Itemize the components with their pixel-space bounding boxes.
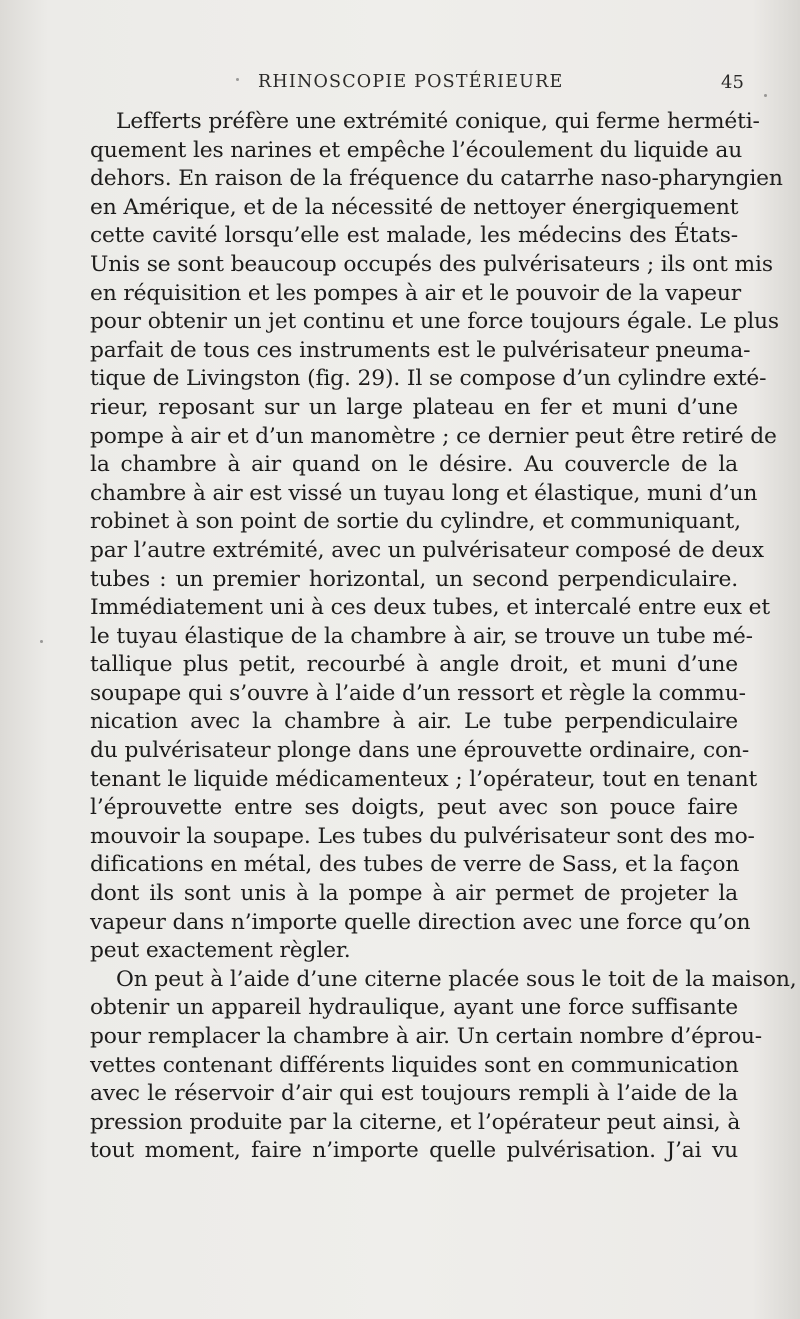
text-line: difications en métal, des tubes de verre de Sass, et la façon (90, 852, 740, 878)
text-line: mouvoir la soupape. Les tubes du pulvérisateur sont des mo- (90, 823, 755, 849)
body-text (90, 108, 797, 1166)
text-line: nication avec la chambre à air. Le tube perpendiculaire (90, 709, 738, 735)
text-line: dont ils sont unis à la pompe à air permet de projeter la (90, 881, 738, 907)
text-line: pression produite par la citerne, et l’opérateur peut ainsi, à (90, 1109, 741, 1135)
running-title: RHINOSCOPIE POSTÉRIEURE (258, 72, 564, 92)
text-line: pour remplacer la chambre à air. Un certain nombre d’éprou- (90, 1024, 763, 1049)
text-line: pour obtenir un jet continu et une force toujours égale. Le plus (90, 309, 779, 335)
paper-speck (40, 640, 43, 643)
text-line: en réquisition et les pompes à air et le pouvoir de la vapeur (90, 280, 742, 306)
text-line: du pulvérisateur plonge dans une éprouvette ordinaire, con- (90, 738, 750, 764)
text-line: la chambre à air quand on le désire. Au couvercle de la (90, 452, 738, 478)
text-line: peut exactement règler. (90, 938, 351, 964)
text-line: tenant le liquide médicamenteux ; l’opérateur, tout en tenant (90, 766, 758, 792)
text-line: cette cavité lorsqu’elle est malade, les médecins des États- (90, 223, 738, 249)
text-line: vettes contenant différents liquides sont en communication (90, 1052, 739, 1078)
text-line: en Amérique, et de la nécessité de nettoyer énergiquement (90, 194, 739, 220)
text-line: chambre à air est vissé un tuyau long et élastique, muni d’un (90, 480, 758, 506)
text-line: par l’autre extrémité, avec un pulvérisateur composé de deux (90, 537, 764, 563)
text-line: robinet à son point de sortie du cylindre, et communiquant, (90, 509, 741, 535)
text-line: tique de Livingston (fig. 29). Il se compose d’un cylindre exté- (90, 366, 767, 392)
text-line: le tuyau élastique de la chambre à air, se trouve un tube mé- (90, 623, 753, 649)
text-line: rieur, reposant sur un large plateau en fer et muni d’une (90, 394, 738, 420)
text-line: pompe à air et d’un manomètre ; ce dernier peut être retiré de (90, 423, 777, 449)
text-line: dehors. En raison de la fréquence du catarrhe naso-pharyngien (90, 166, 783, 192)
text-line: Lefferts préfère une extrémité conique, qui ferme herméti- (116, 109, 760, 134)
text-line: vapeur dans n’importe quelle direction avec une force qu’on (90, 909, 751, 935)
paper-speck (236, 78, 239, 81)
text-line: l’éprouvette entre ses doigts, peut avec son pouce faire (90, 795, 738, 821)
text-line: quement les narines et empêche l’écoulement du liquide au (90, 137, 743, 163)
text-line: tubes : un premier horizontal, un second perpendiculaire. (90, 566, 738, 592)
paragraph-2 (90, 966, 797, 1166)
text-line: parfait de tous ces instruments est le pulvérisateur pneuma- (90, 337, 751, 363)
text-line: soupape qui s’ouvre à l’aide d’un ressort et règle la commu- (90, 680, 746, 706)
text-line: avec le réservoir d’air qui est toujours rempli à l’aide de la (90, 1081, 738, 1107)
paragraph-1 (90, 108, 783, 966)
text-line: tallique plus petit, recourbé à angle droit, et muni d’une (90, 652, 738, 678)
text-line: obtenir un appareil hydraulique, ayant une force suffisante (90, 995, 738, 1021)
text-line: Immédiatement uni à ces deux tubes, et intercalé entre eux et (90, 595, 770, 621)
page-number: 45 (721, 72, 744, 93)
paper-speck (764, 94, 767, 97)
text-line: tout moment, faire n’importe quelle pulvérisation. J’ai vu (90, 1138, 738, 1164)
running-head (0, 72, 800, 98)
text-line: Unis se sont beaucoup occupés des pulvérisateurs ; ils ont mis (90, 251, 773, 277)
text-line: On peut à l’aide d’une citerne placée sous le toit de la maison, (116, 966, 797, 992)
